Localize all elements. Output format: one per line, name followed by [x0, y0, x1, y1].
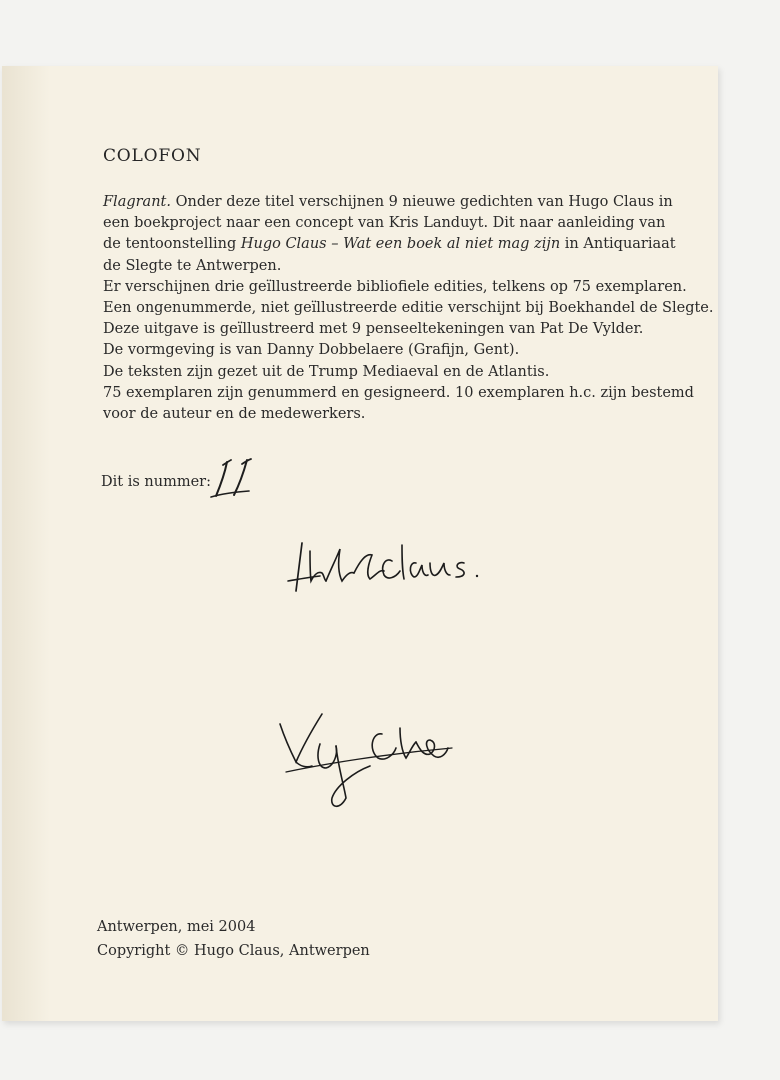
text-line: de tentoonstelling Hugo Claus – Wat een boek al niet mag zijn in Antiquariaat	[103, 236, 676, 253]
handwritten-number	[207, 456, 259, 500]
place-date: Antwerpen, mei 2004	[97, 919, 256, 935]
imprint-footer	[97, 915, 370, 963]
text-line: voor de auteur en de medewerkers.	[103, 406, 366, 423]
colophon-text	[103, 192, 714, 425]
book-title: Flagrant.	[103, 194, 171, 210]
copyright: Copyright © Hugo Claus, Antwerpen	[97, 943, 370, 959]
exhibition-title: Hugo Claus – Wat een boek al niet mag zijn	[240, 236, 561, 253]
text-line: 75 exemplaren zijn genummerd en gesigneerd. 10 exemplaren h.c. zijn bestemd	[103, 384, 694, 401]
text-line: een boekproject naar een concept van Kris Landuyt. Dit naar aanleiding van	[103, 215, 666, 232]
text-line: de Slegte te Antwerpen.	[103, 257, 282, 274]
text-line: Deze uitgave is geïllustreerd met 9 penseeltekeningen van Pat De Vylder.	[103, 321, 644, 338]
page-title: COLOFON	[103, 146, 202, 166]
text-line: Er verschijnen drie geïllustreerde bibliofiele edities, telkens op 75 exemplaren.	[103, 278, 687, 295]
signature-2	[274, 706, 454, 816]
page-shadow	[2, 66, 50, 1021]
text-line: De vormgeving is van Danny Dobbelaere (Grafijn, Gent).	[103, 342, 520, 359]
signature-1	[280, 531, 490, 601]
text-line: Een ongenummerde, niet geïllustreerde editie verschijnt bij Boekhandel de Slegte.	[103, 300, 714, 317]
text-line: De teksten zijn gezet uit de Trump Mediaeval en de Atlantis.	[103, 363, 550, 380]
text-line: Flagrant. Onder deze titel verschijnen 9 nieuwe gedichten van Hugo Claus in	[103, 194, 673, 210]
book-page	[2, 66, 718, 1021]
edition-number-label: Dit is nummer:	[101, 474, 211, 490]
